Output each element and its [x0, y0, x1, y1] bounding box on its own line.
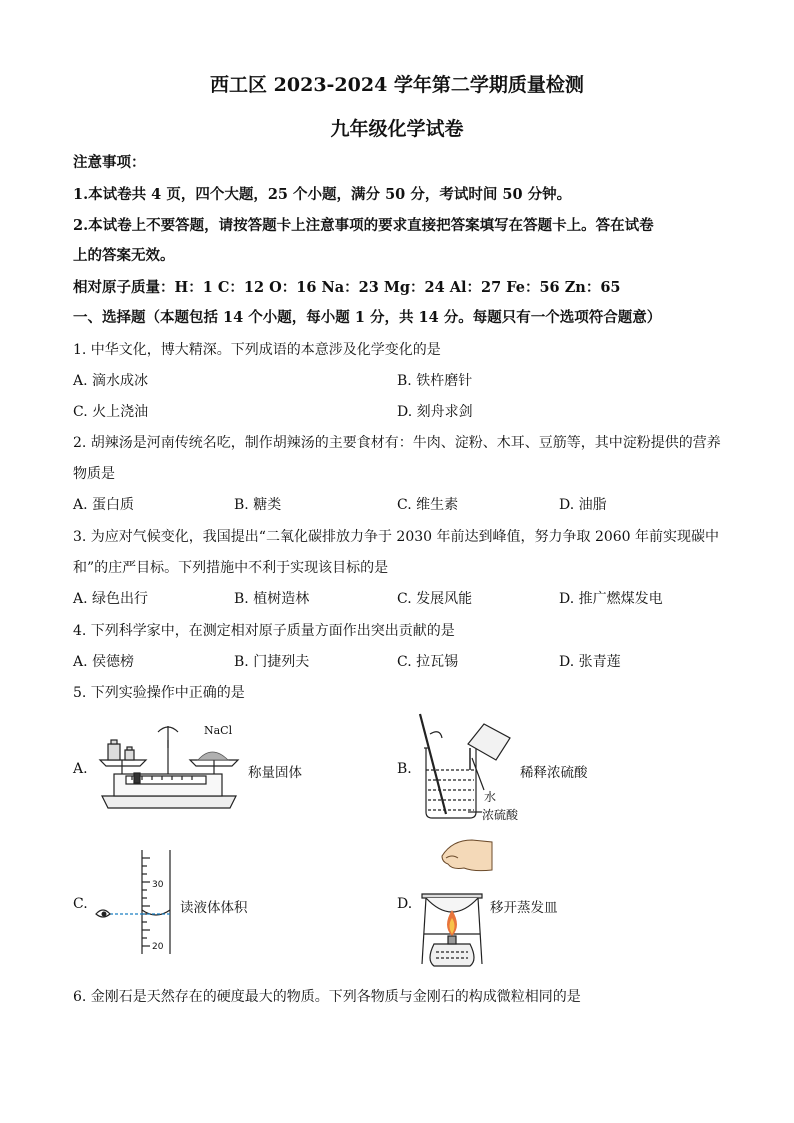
question-2-option-a: A. 蛋白质 [73, 497, 135, 513]
exam-subtitle: 九年级化学试卷 [330, 118, 464, 140]
question-3-option-b: B. 植树造林 [234, 591, 310, 607]
nacl-label: NaCl [204, 724, 233, 737]
question-2-option-c: C. 维生素 [397, 497, 459, 513]
question-1-option-b: B. 铁杵磨针 [397, 373, 473, 389]
exam-title: 西工区 2023-2024 学年第二学期质量检测 [210, 74, 584, 96]
question-4-option-c: C. 拉瓦锡 [397, 654, 459, 670]
cylinder-tick-30: 30 [152, 880, 164, 890]
question-1-stem: 1. 中华文化，博大精深。下列成语的本意涉及化学变化的是 [73, 342, 441, 358]
question-1-option-c: C. 火上浇油 [73, 404, 149, 420]
question-5-option-a-letter: A. [73, 761, 88, 777]
question-5-option-d-caption: 移开蒸发皿 [490, 900, 558, 916]
question-4-option-d: D. 张青莲 [559, 654, 621, 670]
question-5-option-b-caption: 稀释浓硫酸 [520, 765, 588, 781]
evaporating-dish-figure [412, 836, 494, 974]
question-3-stem-line-1: 3. 为应对气候变化，我国提出“二氧化碳排放力争于 2030 年前达到峰值，努力争取 2060 年前实现碳中 [73, 529, 720, 545]
notice-item-2-line-2: 上的答案无效。 [73, 247, 175, 264]
question-3-option-a: A. 绿色出行 [73, 591, 149, 607]
question-5-option-c-caption: 读液体体积 [180, 900, 248, 916]
question-2-option-b: B. 糖类 [234, 497, 282, 513]
question-3-stem-line-2: 和”的庄严目标。下列措施中不利于实现该目标的是 [73, 560, 389, 576]
question-4-stem: 4. 下列科学家中，在测定相对原子质量方面作出突出贡献的是 [73, 623, 455, 639]
water-label: 水 [484, 790, 497, 804]
notice-heading: 注意事项： [73, 154, 146, 171]
question-6-stem: 6. 金刚石是天然存在的硬度最大的物质。下列各物质与金刚石的构成微粒相同的是 [73, 989, 581, 1005]
question-5-option-d-letter: D. [397, 896, 413, 912]
question-4-option-b: B. 门捷列夫 [234, 654, 310, 670]
question-5-stem: 5. 下列实验操作中正确的是 [73, 685, 245, 701]
question-2-stem-line-1: 2. 胡辣汤是河南传统名吃，制作胡辣汤的主要食材有：牛肉、淀粉、木耳、豆筋等，其中淀粉提供的营养 [73, 435, 721, 451]
question-3-option-d: D. 推广燃煤发电 [559, 591, 663, 607]
question-5-option-b-letter: B. [397, 761, 412, 777]
question-3-option-c: C. 发展风能 [397, 591, 473, 607]
notice-item-1: 1.本试卷共 4 页，四个大题，25 个小题，满分 50 分，考试时间 50 分钟。 [73, 186, 572, 203]
cylinder-tick-20: 20 [152, 942, 164, 952]
question-1-option-a: A. 滴水成冰 [73, 373, 149, 389]
question-4-option-a: A. 侯德榜 [73, 654, 135, 670]
question-2-stem-line-2: 物质是 [73, 466, 115, 482]
concentrated-acid-label: 浓硫酸 [482, 808, 519, 822]
notice-item-2-line-1: 2.本试卷上不要答题，请按答题卡上注意事项的要求直接把答案填写在答题卡上。答在试卷 [73, 217, 654, 234]
question-5-option-c-letter: C. [73, 896, 88, 912]
question-5-option-a-caption: 称量固体 [248, 765, 302, 781]
section-1-heading: 一、选择题（本题包括 14 个小题，每小题 1 分，共 14 分。每题只有一个选项符合题意） [73, 309, 662, 326]
question-2-option-d: D. 油脂 [559, 497, 607, 513]
atomic-masses: 相对原子质量：H：1 C：12 O：16 Na：23 Mg：24 Al：27 Fe：56 Zn：65 [73, 279, 621, 296]
question-1-option-d: D. 刻舟求剑 [397, 404, 473, 420]
